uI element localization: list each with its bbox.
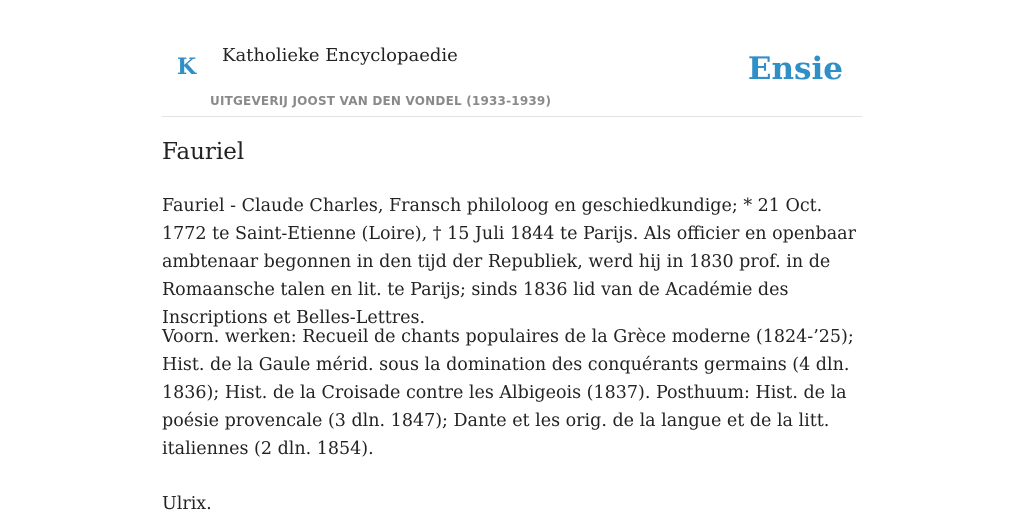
article-paragraph-1: Fauriel - Claude Charles, Fransch philoloog en geschiedkundige; * 21 Oct. 1772 te Saint-Etienne (Loire), † 15 Juli 1844 te Parijs. Als officier en openbaar ambtenaar begonnen in den tijd der Republiek, werd hij in 1830 prof. in de Romaansche talen en lit. te Parijs; sinds 1836 lid van de Académie des Inscriptions et Belles-Lettres. <box>162 196 856 328</box>
encyclopedia-logo[interactable]: K <box>177 54 197 80</box>
site-header <box>162 0 862 117</box>
article-paragraph-2: Voorn. werken: Recueil de chants populaires de la Grèce moderne (1824-’25); Hist. de la Gaule mérid. sous la domination des conquérants germains (4 dln. 1836); Hist. de la Croisade contre les Albigeois (1837). Posthuum: Hist. de la poésie provencale (3 dln. 1847); Dante et les orig. de la langue et de la litt. italiennes (2 dln. 1854). <box>162 327 854 459</box>
article-title: Fauriel <box>162 139 245 165</box>
article-author: Ulrix. <box>162 494 212 512</box>
publisher-subtitle: UITGEVERIJ JOOST VAN DEN VONDEL (1933-1939) <box>210 94 552 108</box>
encyclopedia-title[interactable]: Katholieke Encyclopaedie <box>222 45 458 66</box>
ensie-brand-link[interactable]: Ensie <box>747 51 843 87</box>
